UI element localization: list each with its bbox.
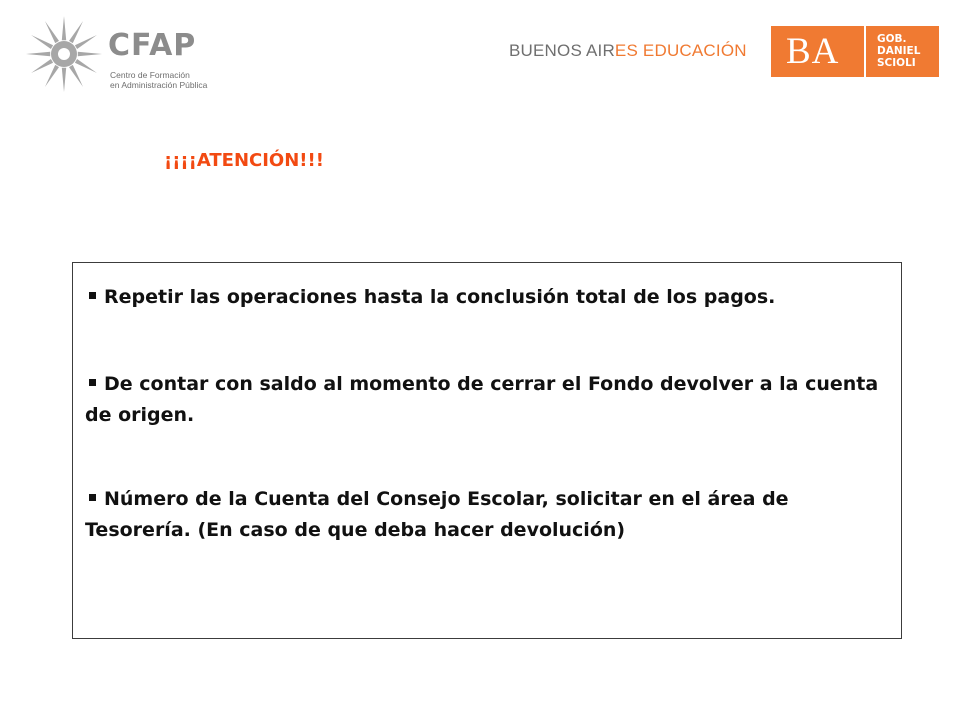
- cfap-wordmark: CFAP: [108, 28, 197, 63]
- buenos-aires-educacion-brand: [509, 40, 747, 62]
- ba-letters: BA: [786, 31, 840, 72]
- sun-ray: [31, 35, 53, 49]
- sun-icon: [24, 14, 104, 94]
- sun-ray: [31, 59, 53, 73]
- square-bullet-icon: [89, 379, 96, 386]
- sun-ray: [62, 68, 66, 92]
- gob-line2: DANIEL: [877, 45, 921, 57]
- sun-ray: [69, 65, 83, 87]
- sun-ray: [69, 21, 83, 43]
- sun-ray: [45, 65, 59, 87]
- cfap-subtitle: [110, 70, 207, 90]
- bullet-item: [85, 369, 891, 431]
- gob-line3: SCIOLI: [877, 57, 916, 69]
- sun-ray: [75, 59, 97, 73]
- sun-ray: [75, 35, 97, 49]
- brand-text-orange: ES EDUCACIÓN: [614, 41, 747, 60]
- bullet-text: De contar con saldo al momento de cerrar el Fondo devolver a la cuenta de origen.: [85, 373, 879, 426]
- cfap-subtitle-line2: en Administración Pública: [110, 80, 208, 90]
- cfap-subtitle-line1: Centro de Formación: [110, 70, 190, 80]
- bullet-item: [85, 282, 891, 313]
- square-bullet-icon: [89, 494, 96, 501]
- content-box: [72, 262, 902, 639]
- cfap-logo: [24, 14, 214, 100]
- sun-ray: [78, 52, 102, 56]
- sun-ray: [26, 52, 50, 56]
- ba-logo: [771, 26, 939, 77]
- slide-title: ¡¡¡¡ATENCIÓN!!!: [164, 150, 324, 171]
- sun-ray: [62, 16, 66, 40]
- brand-text-grey: BUENOS AIR: [509, 41, 615, 60]
- ba-logo-divider: [864, 26, 866, 77]
- square-bullet-icon: [89, 292, 96, 299]
- gob-text: [877, 33, 920, 69]
- gob-line1: GOB.: [877, 33, 907, 45]
- bullet-text: Número de la Cuenta del Consejo Escolar, solicitar en el área de Tesorería. (En caso de que deba hacer devolución): [85, 488, 789, 541]
- bullet-text: Repetir las operaciones hasta la conclusión total de los pagos.: [104, 286, 776, 308]
- bullet-item: [85, 484, 891, 546]
- sun-ray: [45, 21, 59, 43]
